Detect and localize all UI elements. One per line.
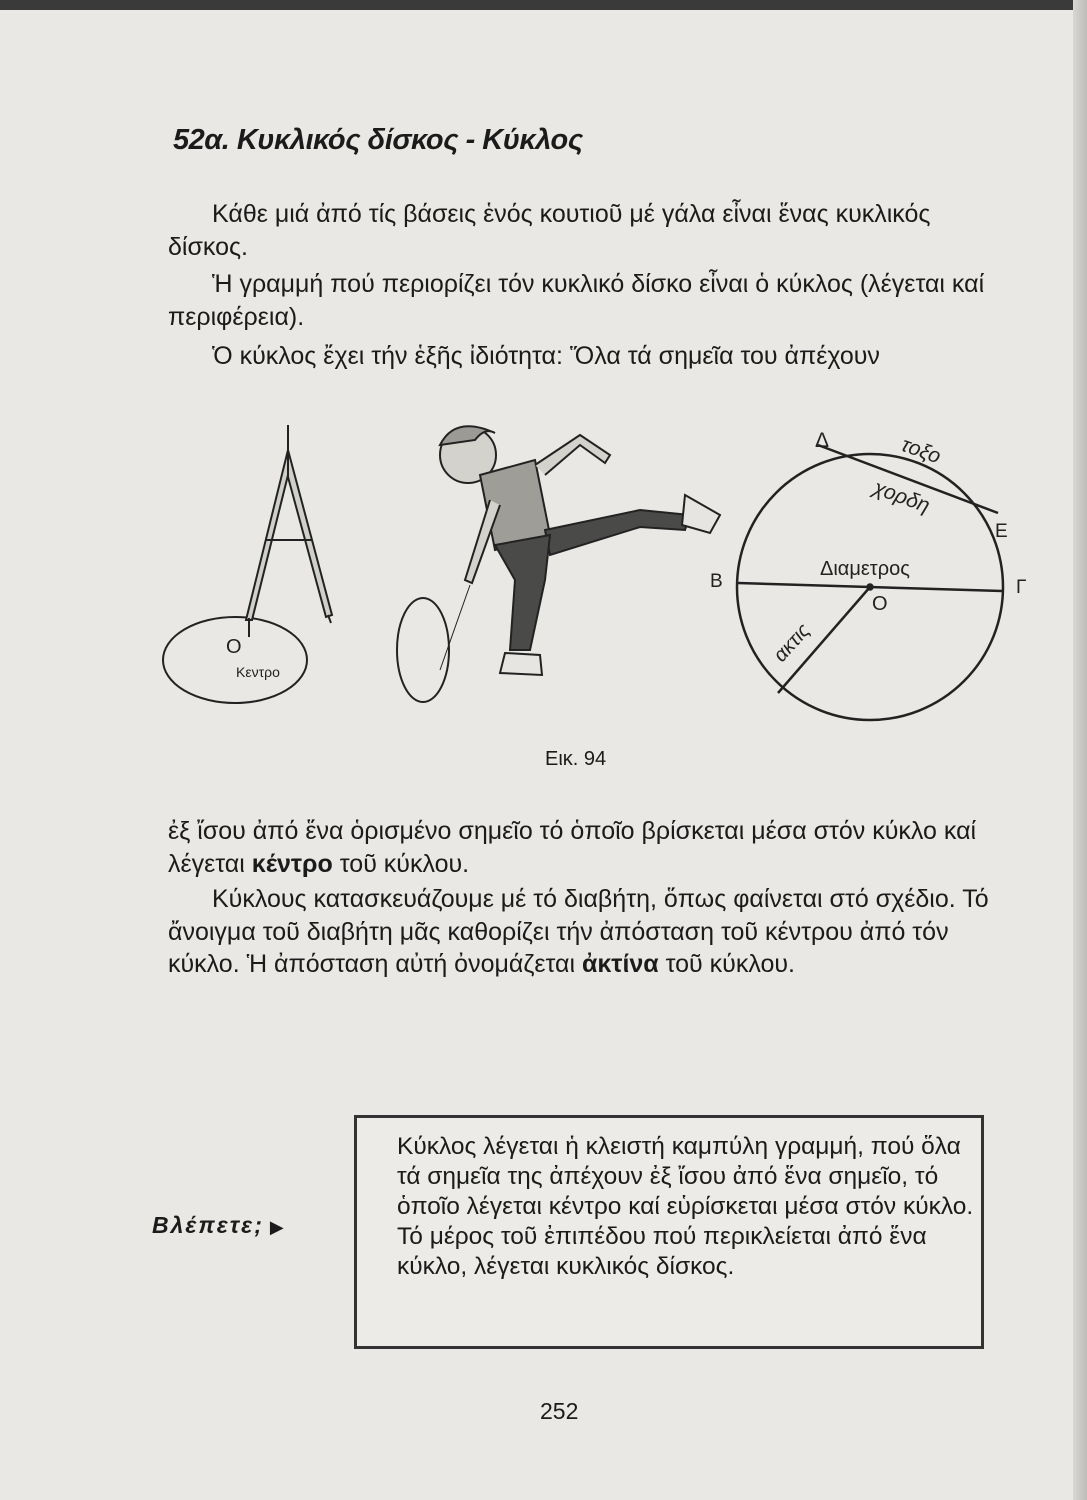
compass-illustration — [163, 425, 332, 703]
figure-caption: Εικ. 94 — [545, 748, 607, 770]
paragraph-3-text: Ὁ κύκλος ἔχει τήν ἑξῆς ἰδιότητα: Ὅλα τά σημεῖα του ἀπέχουν — [212, 342, 880, 370]
boy-shoe-front — [500, 653, 542, 675]
label-diameter: Διαμετρος — [820, 558, 910, 580]
boy-leg-front — [495, 535, 550, 650]
see-label — [152, 1212, 286, 1239]
boy-leg-back — [545, 510, 690, 555]
figure-94 — [150, 405, 1030, 745]
boy-with-hoop-illustration — [397, 426, 720, 702]
compass-center-word: Κεντρο — [236, 664, 280, 680]
definition-box — [354, 1115, 984, 1349]
paragraph-5-text-a: Κύκλους κατασκευάζουμε μέ τό διαβήτη, ὅπως φαίνεται στό σχέδιο. Τό ἄνοιγμα τοῦ διαβήτη μᾶς καθορίζει τήν ἀπόσταση τοῦ κέντρου ἀπό τόν κύκλο. Ἡ ἀπόσταση αὐτή ὀνομάζεται — [168, 885, 989, 978]
paragraph-1 — [168, 198, 1010, 263]
right-arrow-icon: ▶ — [269, 1217, 286, 1237]
section-heading: 52α. Κυκλικός δίσκος - Κύκλος — [173, 124, 583, 156]
label-center: Ο — [872, 593, 888, 615]
compass-disc — [163, 617, 307, 703]
label-beta: Β — [710, 571, 723, 592]
term-center: κέντρο — [251, 849, 333, 878]
compass-center-label: Ο — [226, 636, 242, 658]
paragraph-2 — [168, 268, 1010, 333]
paragraph-4-text-b: τοῦ κύκλου. — [339, 849, 470, 878]
paragraph-5-text-b: τοῦ κύκλου. — [665, 950, 795, 978]
paragraph-1-text: Κάθε μιά ἀπό τίς βάσεις ἑνός κουτιοῦ μέ γάλα εἶναι ἕνας κυκλικός δίσκος. — [168, 200, 931, 261]
page-number: 252 — [540, 1398, 579, 1424]
term-radius: ἀκτίνα — [581, 950, 659, 978]
label-gamma: Γ — [1016, 577, 1027, 598]
paragraph-2-text: Ἡ γραμμή πού περιορίζει τόν κυκλικό δίσκο εἶναι ὁ κύκλος (λέγεται καί περιφέρεια). — [168, 270, 985, 331]
definition-text: Κύκλος λέγεται ἡ κλειστή καμπύλη γραμμή, πού ὅλα τά σημεῖα της ἀπέχουν ἐξ ἴσου ἀπό ἕνα σημεῖο, τό ὁποῖο λέγεται κέντρο καί εὑρίσκεται μέσα στόν κύκλο. Τό μέρος τοῦ ἐπιπέδου πού περικλείεται ἀπό ἕνα κύκλο, λέγεται κυκλικός δίσκος. — [397, 1133, 974, 1280]
paragraph-5 — [168, 883, 1010, 981]
paragraph-3 — [168, 340, 1010, 373]
label-delta: Δ — [815, 429, 830, 452]
boy-arm-back — [535, 435, 610, 475]
see-label-text: Βλέπετε; — [152, 1212, 264, 1238]
circle-diagram — [737, 445, 1003, 720]
paragraph-4-text-a: ἐξ ἴσου ἀπό ἕνα ὁρισμένο σημεῖο τό ὁποῖο βρίσκεται μέσα στόν κύκλο καί λέγεται — [168, 817, 977, 878]
label-chord: χορδη — [870, 476, 933, 518]
boy-shoe-back — [682, 495, 720, 533]
hoop — [397, 598, 449, 702]
center-point — [868, 585, 873, 590]
page-top-edge — [0, 0, 1087, 10]
label-radius: ακτις — [769, 619, 815, 667]
paragraph-4 — [168, 815, 1010, 880]
page-right-edge — [1073, 0, 1087, 1500]
label-arc: τοξο — [898, 433, 944, 469]
label-epsilon: Ε — [995, 521, 1008, 542]
